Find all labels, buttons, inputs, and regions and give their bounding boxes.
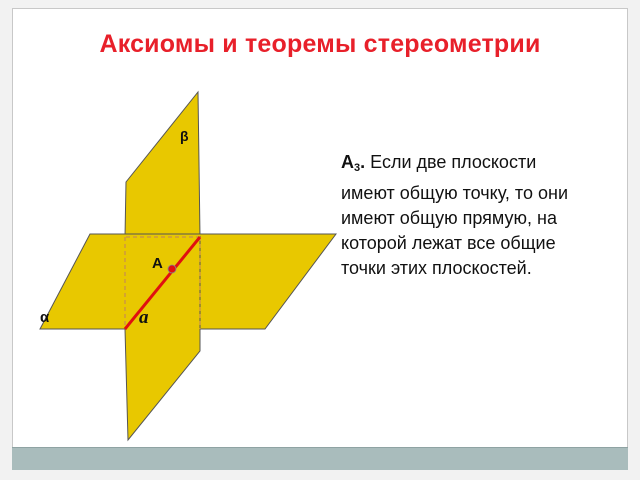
axiom-label-letter: А bbox=[341, 152, 354, 172]
axiom-label bbox=[341, 152, 365, 172]
axiom-label-subscript: 3 bbox=[354, 162, 361, 174]
axiom-statement: Если две плоскости имеют общую точку, то они имеют общую прямую, на которой лежат все общие точки этих плоскостей. bbox=[341, 152, 568, 278]
axiom-text-block bbox=[341, 150, 591, 281]
point-a bbox=[168, 265, 176, 273]
point-a-label: A bbox=[152, 255, 163, 272]
plane-beta-label: β bbox=[180, 128, 189, 144]
plane-alpha-label: α bbox=[40, 309, 50, 326]
plane-beta-upper bbox=[125, 92, 200, 237]
axiom-label-dot: . bbox=[360, 152, 366, 172]
line-a-label: a bbox=[139, 307, 149, 328]
slide-title: Аксиомы и теоремы стереометрии bbox=[99, 30, 541, 58]
